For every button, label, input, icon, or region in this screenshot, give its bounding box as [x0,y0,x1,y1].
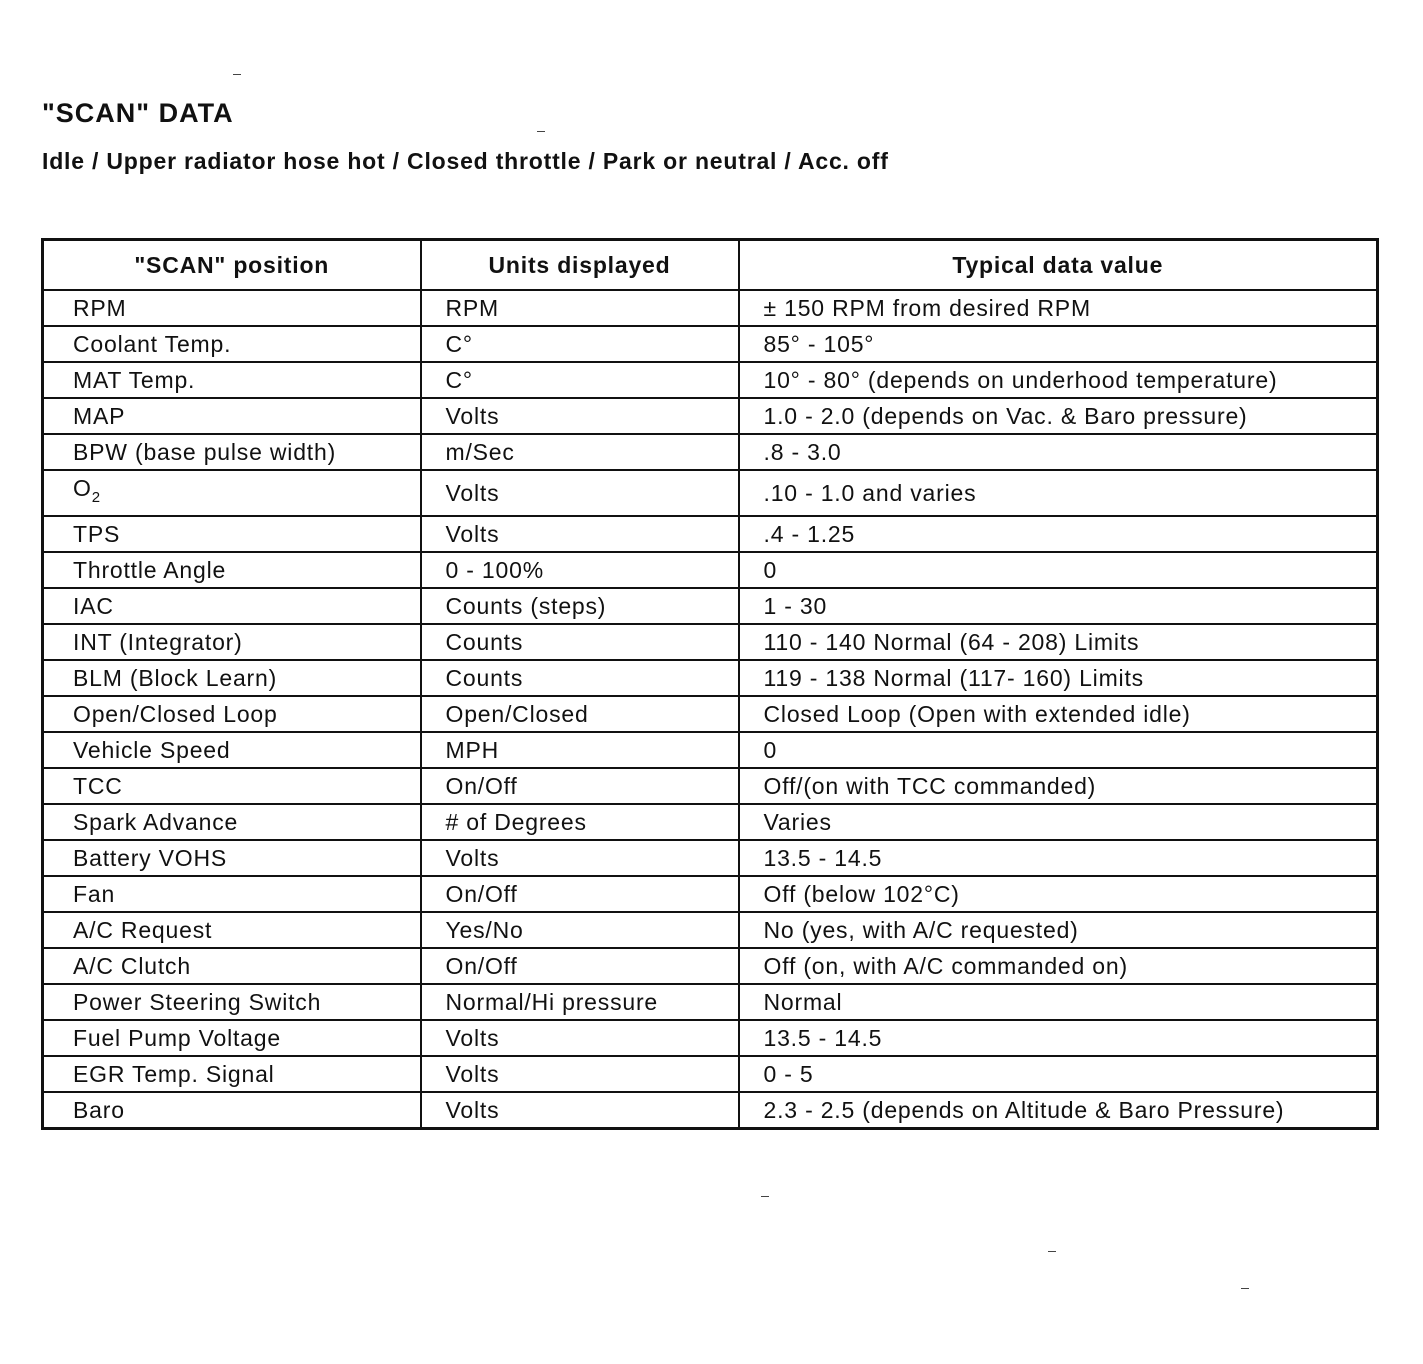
position-text: A/C Clutch [73,953,191,979]
cell-scan-position [43,912,421,948]
cell-scan-position [43,398,421,434]
cell-typical-data-value: Off (below 102°C) [739,876,1378,912]
table-body [43,290,1378,1129]
cell-units-displayed: C° [421,326,739,362]
table-row [43,516,1378,552]
table-row [43,552,1378,588]
cell-units-displayed: On/Off [421,876,739,912]
cell-units-displayed: Volts [421,516,739,552]
cell-units-displayed: Volts [421,1020,739,1056]
table-row [43,804,1378,840]
table-row [43,984,1378,1020]
table-row [43,876,1378,912]
cell-typical-data-value: 10° - 80° (depends on underhood temperature) [739,362,1378,398]
cell-typical-data-value: Closed Loop (Open with extended idle) [739,696,1378,732]
cell-scan-position [43,516,421,552]
cell-scan-position [43,660,421,696]
cell-scan-position [43,362,421,398]
table-row [43,948,1378,984]
cell-units-displayed: Yes/No [421,912,739,948]
position-text: Vehicle Speed [73,737,231,763]
table-row [43,660,1378,696]
position-subscript: 2 [91,489,101,506]
cell-typical-data-value: .4 - 1.25 [739,516,1378,552]
position-text: MAP [73,403,126,429]
position-text: EGR Temp. Signal [73,1061,275,1087]
position-text: Throttle Angle [73,557,227,583]
table-row [43,290,1378,326]
cell-typical-data-value: 119 - 138 Normal (117- 160) Limits [739,660,1378,696]
cell-typical-data-value: Off/(on with TCC commanded) [739,768,1378,804]
table-row [43,912,1378,948]
cell-units-displayed: Volts [421,398,739,434]
header-units-displayed: Units displayed [421,240,739,291]
cell-scan-position [43,552,421,588]
position-text: TPS [73,521,121,547]
table-row [43,434,1378,470]
cell-units-displayed: Counts [421,660,739,696]
position-text: Battery VOHS [73,845,228,871]
table-row [43,398,1378,434]
position-text: Fuel Pump Voltage [73,1025,281,1051]
cell-units-displayed: 0 - 100% [421,552,739,588]
position-text: BLM (Block Learn) [73,665,278,691]
cell-units-displayed: C° [421,362,739,398]
table-row [43,1092,1378,1129]
scan-speck [537,131,545,132]
cell-typical-data-value: 13.5 - 14.5 [739,840,1378,876]
table-row [43,840,1378,876]
position-text: TCC [73,773,123,799]
cell-typical-data-value: ± 150 RPM from desired RPM [739,290,1378,326]
cell-typical-data-value: Varies [739,804,1378,840]
table-row [43,768,1378,804]
cell-typical-data-value: 13.5 - 14.5 [739,1020,1378,1056]
cell-units-displayed: Volts [421,840,739,876]
cell-typical-data-value: .8 - 3.0 [739,434,1378,470]
cell-typical-data-value: .10 - 1.0 and varies [739,470,1378,516]
position-text: Spark Advance [73,809,239,835]
cell-units-displayed: Open/Closed [421,696,739,732]
cell-typical-data-value: 0 [739,732,1378,768]
table-row [43,696,1378,732]
cell-scan-position [43,876,421,912]
table-row [43,362,1378,398]
position-text: Coolant Temp. [73,331,232,357]
position-text: A/C Request [73,917,213,943]
position-text: MAT Temp. [73,367,196,393]
position-text: Fan [73,881,116,907]
header-row [43,240,1378,291]
scan-speck [1241,1288,1249,1289]
table-row [43,588,1378,624]
cell-units-displayed: Counts (steps) [421,588,739,624]
cell-units-displayed: m/Sec [421,434,739,470]
cell-scan-position [43,326,421,362]
position-text: BPW (base pulse width) [73,439,337,465]
cell-units-displayed: Normal/Hi pressure [421,984,739,1020]
position-text: INT (Integrator) [73,629,243,655]
cell-units-displayed: On/Off [421,948,739,984]
position-text: RPM [73,295,127,321]
cell-typical-data-value: 1 - 30 [739,588,1378,624]
cell-scan-position [43,732,421,768]
cell-units-displayed: Volts [421,470,739,516]
header-typical-data-value: Typical data value [739,240,1378,291]
cell-scan-position [43,840,421,876]
cell-scan-position [43,1092,421,1129]
scan-speck [761,1196,769,1197]
cell-scan-position [43,984,421,1020]
cell-typical-data-value: 0 [739,552,1378,588]
cell-scan-position [43,624,421,660]
table-row [43,326,1378,362]
table-row [43,1020,1378,1056]
cell-scan-position [43,1020,421,1056]
table-row [43,732,1378,768]
cell-scan-position [43,948,421,984]
position-text: IAC [73,593,114,619]
cell-typical-data-value: 2.3 - 2.5 (depends on Altitude & Baro Pressure) [739,1092,1378,1129]
cell-typical-data-value: No (yes, with A/C requested) [739,912,1378,948]
cell-scan-position [43,290,421,326]
table-header [43,240,1378,291]
scan-speck [233,74,241,75]
document-subtitle: Idle / Upper radiator hose hot / Closed throttle / Park or neutral / Acc. off [42,148,889,174]
cell-typical-data-value: 0 - 5 [739,1056,1378,1092]
position-text: Baro [73,1097,125,1123]
cell-scan-position [43,1056,421,1092]
cell-scan-position [43,768,421,804]
cell-typical-data-value: 110 - 140 Normal (64 - 208) Limits [739,624,1378,660]
cell-scan-position [43,696,421,732]
cell-units-displayed: MPH [421,732,739,768]
position-text: Power Steering Switch [73,989,322,1015]
cell-typical-data-value: Normal [739,984,1378,1020]
cell-units-displayed: RPM [421,290,739,326]
position-text: Open/Closed Loop [73,701,278,727]
cell-units-displayed: Counts [421,624,739,660]
position-text: O [73,475,92,501]
cell-scan-position [43,588,421,624]
cell-scan-position [43,434,421,470]
cell-units-displayed: Volts [421,1092,739,1129]
table-row [43,470,1378,516]
cell-units-displayed: # of Degrees [421,804,739,840]
cell-typical-data-value: Off (on, with A/C commanded on) [739,948,1378,984]
scan-speck [1048,1251,1056,1252]
cell-typical-data-value: 1.0 - 2.0 (depends on Vac. & Baro pressure) [739,398,1378,434]
document-title: "SCAN" DATA [42,98,234,128]
cell-scan-position [43,470,421,516]
header-scan-position: "SCAN" position [43,240,421,291]
scan-data-table [41,238,1379,1130]
cell-units-displayed: Volts [421,1056,739,1092]
cell-typical-data-value: 85° - 105° [739,326,1378,362]
cell-units-displayed: On/Off [421,768,739,804]
table-row [43,624,1378,660]
cell-scan-position [43,804,421,840]
table-row [43,1056,1378,1092]
